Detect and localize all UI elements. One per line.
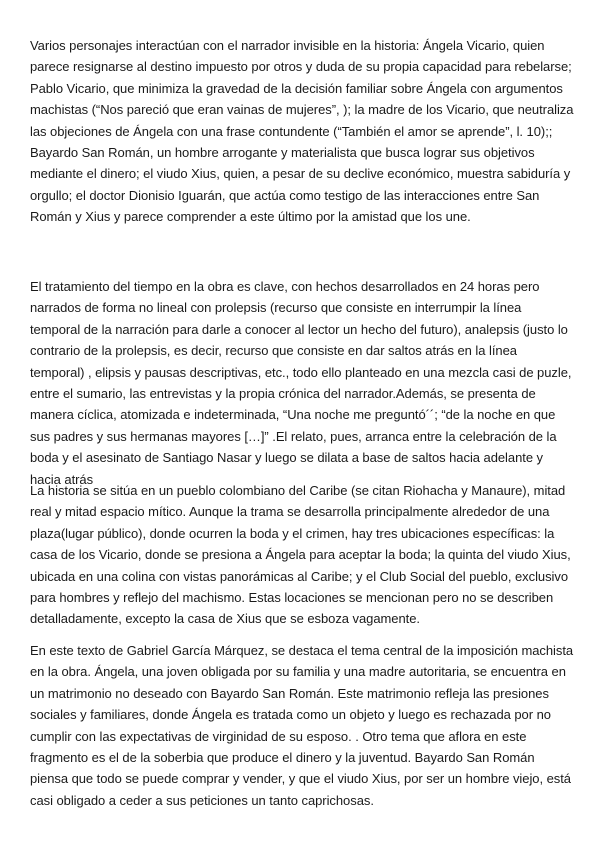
paragraph-setting: La historia se sitúa en un pueblo colombiano del Caribe (se citan Riohacha y Manaure), mitad real y mitad espacio mítico. Aunque la trama se desarrolla principalmente alrededor de una plaza(lugar público), donde ocurren la boda y el crimen, hay tres ubicaciones específicas: la casa de los Vicario, donde se presiona a Ángela para aceptar la boda; la quinta del viudo Xius, ubicada en una colina con vistas panorámicas al Caribe; y el Club Social del pueblo, exclusivo para hombres y reflejo del machismo. Estas locaciones se mencionan pero no se describen detalladamente, excepto la casa de Xius que se esboza vagamente. [30, 483, 571, 627]
paragraph-themes: En este texto de Gabriel García Márquez, se destaca el tema central de la imposición machista en la obra. Ángela, una joven obligada por su familia y una madre autoritaria, se encuentra en un matrimonio no deseado con Bayardo San Román. Este matrimonio refleja las presiones sociales y familiares, donde Ángela es tratada como un objeto y luego es rechazada por no cumplir con las expectativas de virginidad de su esposo. . Otro tema que aflora en este fragmento es el de la soberbia que produce el dinero y la juventud. Bayardo San Román piensa que todo se puede comprar y vender, y que el viudo Xius, por ser un hombre viejo, está casi obligado a ceder a sus peticiones un tanto caprichosas. [30, 643, 574, 808]
paragraph-time-treatment: El tratamiento del tiempo en la obra es clave, con hechos desarrollados en 24 horas pero narrados de forma no lineal con prolepsis (recurso que consiste en interrumpir la línea temporal de la narración para darle a conocer al lector un hecho del futuro), analepsis (justo lo contrario de la prolepsis, es decir, recurso que consiste en dar saltos atrás en la línea temporal) , elipsis y pausas descriptivas, etc., todo ello planteado en una mezcla casi de puzle, entre el sumario, las entrevistas y la propia crónica del narrador.Además, se presenta de manera cíclica, atomizada e indeterminada, “Una noche me preguntó´´; “de la noche en que sus padres y sus hermanas mayores […]” .El relato, pues, arranca entre la celebración de la boda y el asesinato de Santiago Nasar y luego se dilata a base de saltos hacia adelante y hacia atrás [30, 279, 572, 487]
paragraph-characters: Varios personajes interactúan con el narrador invisible en la historia: Ángela Vicario, quien parece resignarse al destino impuesto por otros y duda de su propia capacidad para rebelarse; Pablo Vicario, que minimiza la gravedad de la decisión familiar sobre Ángela con argumentos machistas (“Nos pareció que eran vainas de mujeres”, ); la madre de los Vicario, que neutraliza las objeciones de Ángela con una frase contundente (“También el amor se aprende”, l. 10);; Bayardo San Román, un hombre arrogante y materialista que busca lograr sus objetivos mediante el dinero; el viudo Xius, quien, a pesar de su declive económico, muestra sabiduría y orgullo; el doctor Dionisio Iguarán, que actúa como testigo de las interacciones entre San Román y Xius y parece comprender a este último por la amistad que los une. [30, 38, 574, 225]
